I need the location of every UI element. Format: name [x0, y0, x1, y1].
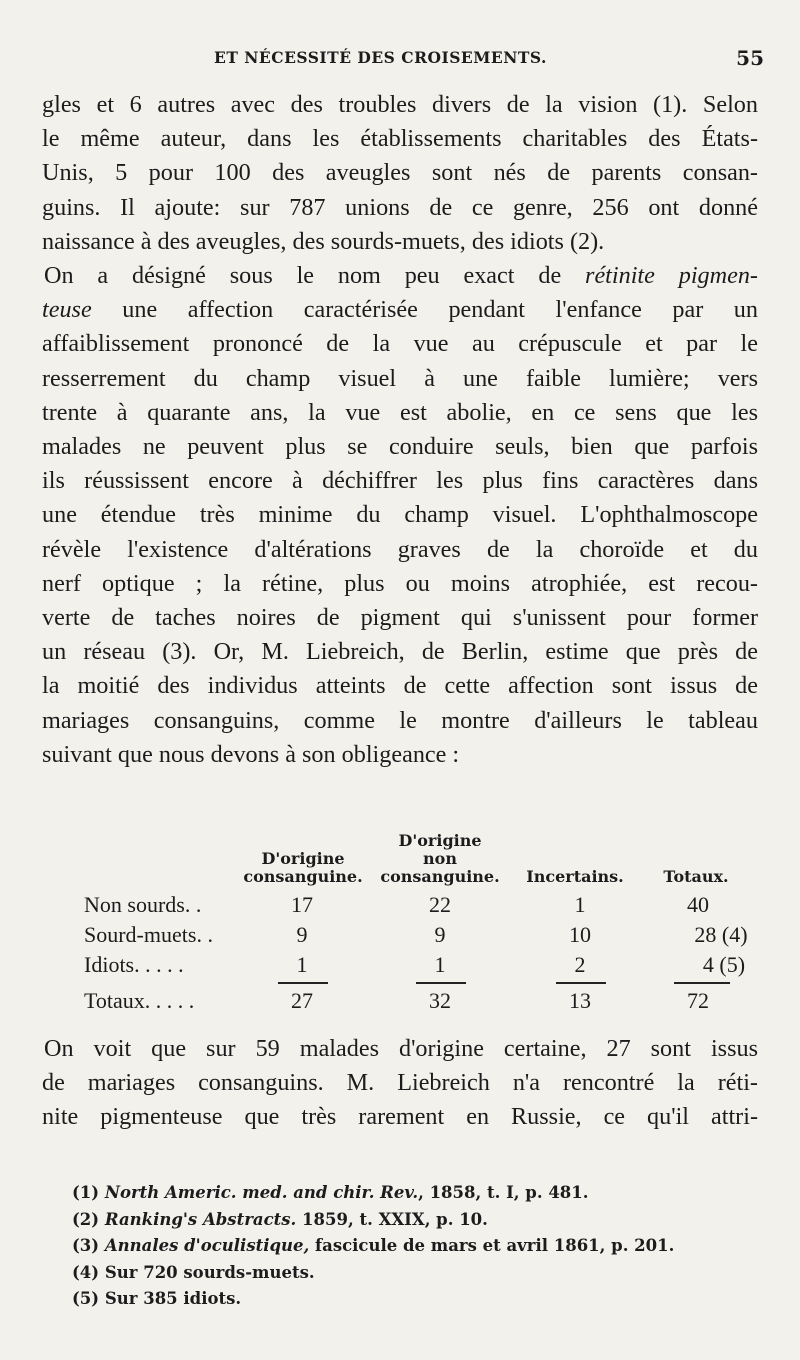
footnote [72, 1260, 752, 1287]
total-cell: 13 [569, 988, 591, 1013]
text-line: malades ne peuvent plus se conduire seuls, bien que parfois [42, 433, 758, 461]
sum-rule [278, 982, 328, 984]
footnote-source: North Americ. med. and chir. Rev. [104, 1183, 419, 1202]
cell: 1 [434, 952, 446, 977]
footnote [72, 1286, 752, 1313]
text-line: Unis, 5 pour 100 des aveugles sont nés de parents consan- [42, 159, 758, 187]
text-line: la moitié des individus atteints de cette affection sont issus de [42, 672, 758, 700]
italic-term: rétinite pigmen- [585, 262, 758, 290]
text-fragment: une affection caractérisée pendant l'enfance par un [91, 296, 758, 324]
footnote-number: (1) [72, 1183, 100, 1202]
cell: 1 [296, 952, 308, 977]
footnote-number: (4) [72, 1262, 100, 1282]
footnote-number: (2) [72, 1209, 100, 1229]
text-line: le même auteur, dans les établissements charitables des États- [42, 125, 758, 153]
text-line: naissance à des aveugles, des sourds-muets, des idiots (2). [42, 227, 605, 255]
footnote-text: Sur 720 sourds-muets. [104, 1262, 315, 1282]
sum-rule [674, 982, 730, 984]
footnote-number: (3) [72, 1236, 100, 1255]
cell: 4 (5) [702, 952, 746, 977]
cell: 1 [574, 892, 586, 917]
text-line [42, 293, 758, 327]
text-line: nite pigmenteuse que très rarement en Russie, ce qu'il attri- [42, 1103, 758, 1131]
text-line: suivant que nous devons à son obligeance : [42, 740, 460, 768]
footnote [72, 1233, 752, 1260]
text-line: nerf optique ; la rétine, plus ou moins atrophiée, est recou- [42, 569, 758, 597]
text-fragment: On a désigné sous le nom peu exact de [44, 262, 586, 290]
cell: 2 [574, 952, 586, 977]
text-line: verte de taches noires de pigment qui s'unissent pour former [42, 604, 758, 632]
header-non-consanguine: D'origine non consanguine. [380, 831, 500, 886]
cell: 9 [296, 922, 308, 947]
text-line: de mariages consanguins. M. Liebreich n'a rencontré la réti- [42, 1069, 758, 1097]
text-line: trente à quarante ans, la vue est abolie, en ce sens que les [42, 398, 758, 426]
page-number: 55 [736, 46, 764, 70]
cell: 28 (4) [694, 922, 748, 947]
text-line: guins. Il ajoute: sur 787 unions de ce genre, 256 ont donné [42, 193, 758, 221]
text-line: resserrement du champ visuel à une faible lumière; vers [42, 364, 758, 392]
footnote [72, 1207, 752, 1234]
text-line: un réseau (3). Or, M. Liebreich, de Berlin, estime que près de [42, 638, 758, 666]
footnote-text: Sur 385 idiots. [104, 1289, 242, 1308]
footnote-source: Annales d'oculistique, [104, 1236, 310, 1255]
footnotes [72, 1180, 752, 1313]
text-line: une étendue très minime du champ visuel. L'ophthalmoscope [42, 501, 758, 529]
header-uncertain: Incertains. [526, 867, 624, 886]
page-header [42, 48, 764, 78]
footnote-source: Ranking's Abstracts. [104, 1209, 297, 1229]
footnote-number: (5) [72, 1289, 100, 1308]
cell: 10 [569, 922, 591, 947]
text-line: affaiblissement prononcé de la vue au crépuscule et par le [42, 330, 758, 358]
row-label-non-sourds: Non sourds. . [84, 892, 202, 917]
text-line: gles et 6 autres avec des troubles divers de la vision (1). Selon [42, 91, 758, 118]
total-cell: 32 [429, 988, 451, 1013]
footnote-text: fascicule de mars et avril 1861, p. 201. [309, 1236, 675, 1255]
cell: 22 [429, 892, 451, 917]
total-cell: 27 [291, 988, 313, 1013]
cell: 17 [291, 892, 313, 917]
text-line: révèle l'existence d'altérations graves de la choroïde et du [42, 535, 758, 563]
text-line: mariages consanguins, comme le montre d'ailleurs le tableau [42, 706, 758, 734]
row-label-totaux: Totaux. . . . . [84, 988, 195, 1013]
closing-paragraph [42, 1032, 758, 1135]
footnote-text: , 1858, t. I, p. 481. [418, 1183, 589, 1202]
text-line-paragraph-start [42, 259, 758, 293]
row-label-idiots: Idiots. . . . . [84, 952, 184, 977]
header-consanguine: D'origine consanguine. [243, 849, 363, 886]
text-line: ils réussissent encore à déchiffrer les plus fins caractères dans [42, 467, 758, 495]
body-text [42, 88, 758, 772]
running-title: ET NÉCESSITÉ DES CROISEMENTS. [214, 48, 547, 67]
cell: 9 [434, 922, 446, 947]
sum-rule [556, 982, 606, 984]
total-cell: 72 [687, 988, 709, 1013]
sum-rule [416, 982, 466, 984]
header-totals: Totaux. [663, 867, 729, 886]
footnote [72, 1180, 752, 1207]
cell: 40 [687, 892, 709, 917]
footnote-text: 1859, t. XXIX, p. 10. [296, 1209, 488, 1229]
italic-term-continuation: teuse [42, 296, 92, 324]
row-label-sourd-muets: Sourd-muets. . [84, 922, 213, 947]
text-line: On voit que sur 59 malades d'origine certaine, 27 sont issus [44, 1035, 758, 1062]
